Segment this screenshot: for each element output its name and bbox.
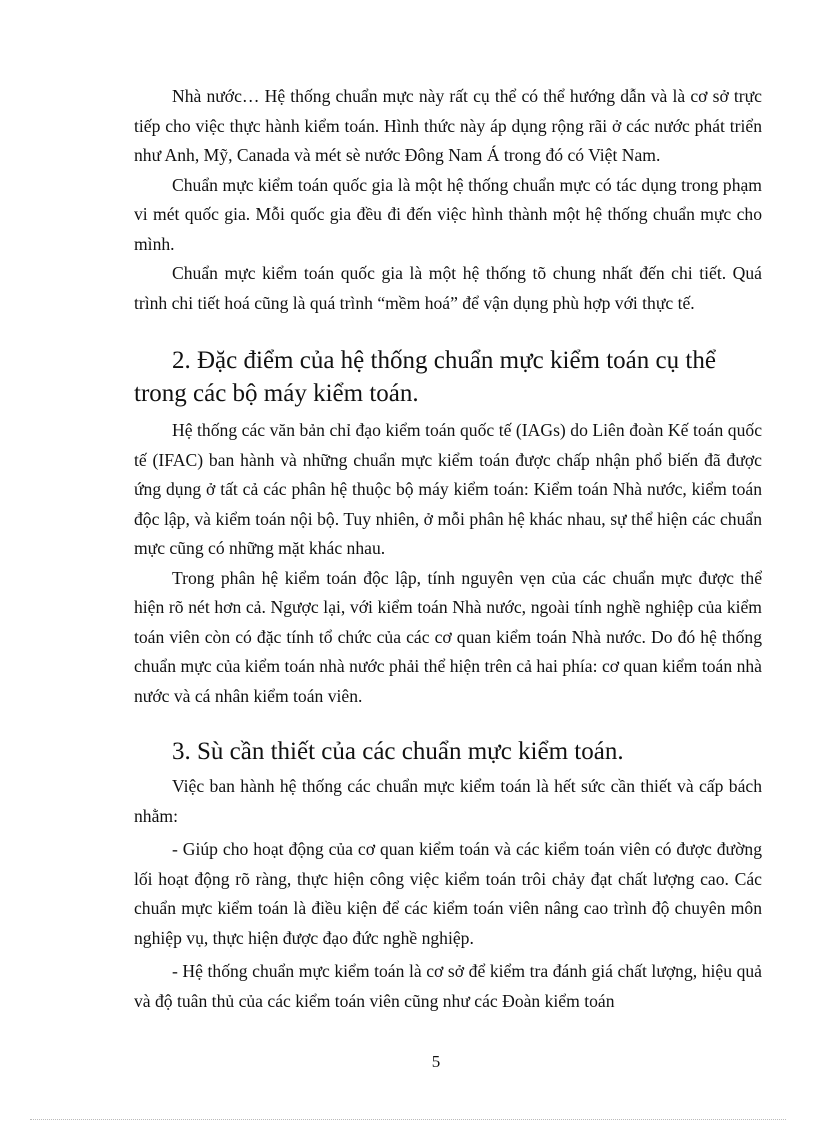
- section-2-paragraph-2: Trong phân hệ kiểm toán độc lập, tính nguyên vẹn của các chuẩn mực được thể hiện rõ nét hơn cả. Ngược lại, với kiểm toán Nhà nước, ngoài tính nghề nghiệp của kiểm toán viên còn có đặc tính tổ chức của các cơ quan kiểm toán Nhà nước. Do đó hệ thống chuẩn mực của kiểm toán nhà nước phải thể hiện trên cả hai phía: cơ quan kiểm toán nhà nước và cá nhân kiểm toán viên.: [134, 567, 762, 706]
- section-3-heading: 3. Sù cần thiết của các chuẩn mực kiểm toán.: [172, 738, 624, 765]
- page-bottom-divider: [30, 1119, 786, 1120]
- intro-paragraph-2: Chuẩn mực kiểm toán quốc gia là một hệ thống chuẩn mực có tác dụng trong phạm vi mét quốc gia. Mỗi quốc gia đều đi đến việc hình thành một hệ thống chuẩn mực cho mình.: [134, 174, 762, 254]
- section-2-paragraph-1: Hệ thống các văn bản chỉ đạo kiểm toán quốc tế (IAGs) do Liên đoàn Kế toán quốc tế (IFAC) ban hành và những chuẩn mực kiểm toán được chấp nhận phổ biến đã được ứng dụng ở tất cả các phân hệ thuộc bộ máy kiểm toán: Kiểm toán Nhà nước, kiểm toán độc lập, và kiểm toán nội bộ. Tuy nhiên, ở mỗi phân hệ khác nhau, sự thể hiện các chuẩn mực cũng có những mặt khác nhau.: [134, 420, 762, 558]
- page-number: 5: [431, 1052, 441, 1071]
- section-2-heading: 2. Đặc điểm của hệ thống chuẩn mực kiểm toán cụ thể trong các bộ máy kiểm toán.: [134, 347, 716, 407]
- intro-paragraph-3: Chuẩn mực kiểm toán quốc gia là một hệ thống tõ chung nhất đến chi tiết. Quá trình chi tiết hoá cũng là quá trình “mềm hoá” để vận dụng phù hợp với thực tế.: [134, 263, 762, 313]
- section-3-bullet-1: - Giúp cho hoạt động của cơ quan kiểm toán và các kiểm toán viên có được đường lối hoạt động rõ ràng, thực hiện công việc kiểm toán trôi chảy đạt chất lượng cao. Các chuẩn mực kiểm toán là điều kiện để các kiểm toán viên nâng cao trình độ chuyên môn nghiệp vụ, thực hiện được đạo đức nghề nghiệp.: [134, 839, 762, 948]
- section-3-bullet-2: - Hệ thống chuẩn mực kiểm toán là cơ sở để kiểm tra đánh giá chất lượng, hiệu quả và độ tuân thủ của các kiểm toán viên cũng như các Đoàn kiểm toán: [134, 961, 762, 1011]
- document-body: [134, 82, 762, 1016]
- section-3-paragraph-1: Việc ban hành hệ thống các chuẩn mực kiểm toán là hết sức cần thiết và cấp bách nhằm:: [134, 776, 762, 826]
- intro-paragraph-1: Nhà nước… Hệ thống chuẩn mực này rất cụ thể có thể hướng dẫn và là cơ sở trực tiếp cho việc thực hành kiểm toán. Hình thức này áp dụng rộng rãi ở các nước phát triển như Anh, Mỹ, Canada và mét sè nước Đông Nam Á trong đó có Việt Nam.: [134, 86, 762, 165]
